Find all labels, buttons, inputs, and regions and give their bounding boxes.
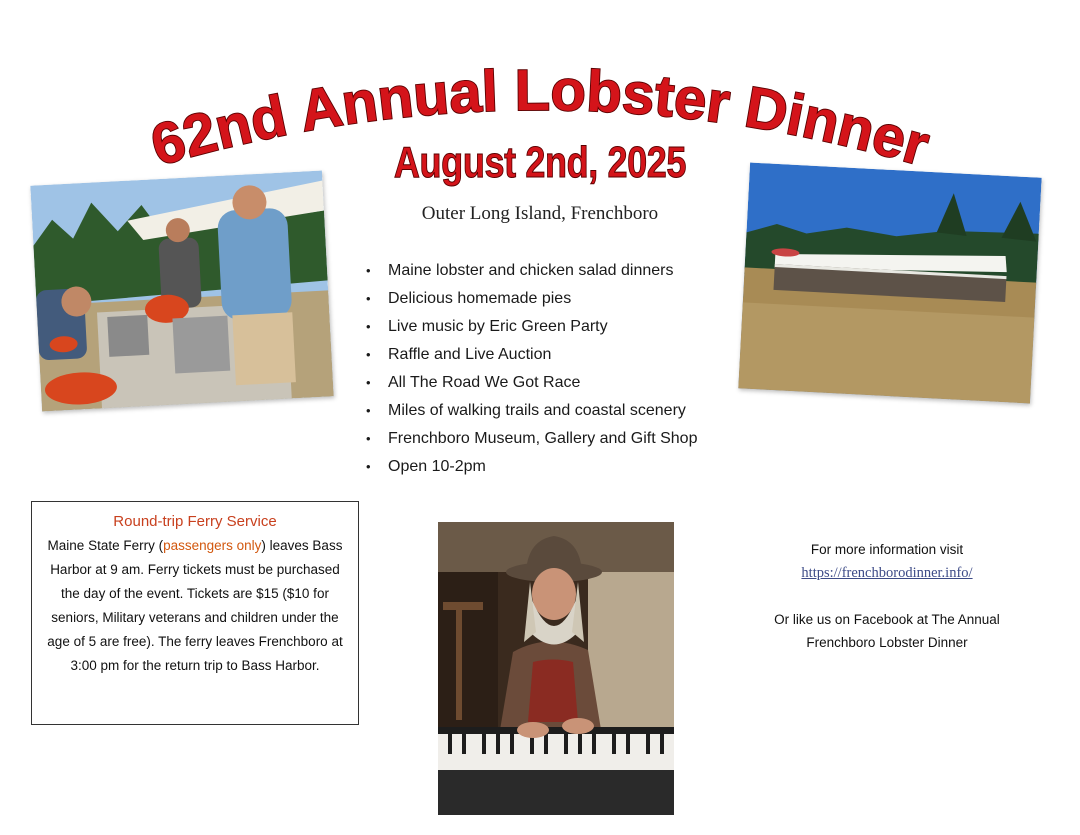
facebook-info: Or like us on Facebook at The Annual Frenchboro Lobster Dinner [774,612,1000,650]
hours-text: Open 10-2pm [388,458,486,475]
ferry-title: Round-trip Ferry Service [113,513,277,530]
event-features-list [364,257,764,481]
event-location: Outer Long Island, Frenchboro [421,203,659,224]
feature-item: • Raffle and Live Auction [364,341,764,369]
feature-item: • Delicious homemade pies [364,285,764,313]
feature-item: • Maine lobster and chicken salad dinners [364,257,764,285]
musician-photo [438,522,674,815]
feature-hours [364,453,764,481]
feature-item: • Miles of walking trails and coastal scenery [364,397,764,425]
feature-item: • Live music by Eric Green Party [364,313,764,341]
feature-item: • All The Road We Got Race [364,369,764,397]
more-info-section [742,538,1032,654]
dinner-tent-photo [738,163,1041,404]
event-website-link[interactable]: https://frenchborodinner.info/ [801,565,973,581]
lobster-cooking-photo [30,171,333,412]
feature-item: • Frenchboro Museum, Gallery and Gift Shop [364,425,764,453]
ferry-highlight: passengers only [163,538,262,553]
ferry-text-start: Maine State Ferry ( [47,538,164,553]
event-title-text: 62nd Annual Lobster Dinner [143,57,937,175]
event-date: August 2nd, 2025 [393,138,687,187]
ferry-description [40,534,350,678]
more-info-label: For more information visit [810,542,964,557]
ferry-text-end: ) leaves Bass Harbor at 9 am. Ferry tickets must be purchased the day of the event. Tickets are $15 ($10 for seniors, Military veterans and children under the age of 5 are free). The ferry leaves Frenchboro at 3:00 pm for the return trip to Bass Harbor. [47,538,343,673]
ferry-info-box [31,501,359,725]
